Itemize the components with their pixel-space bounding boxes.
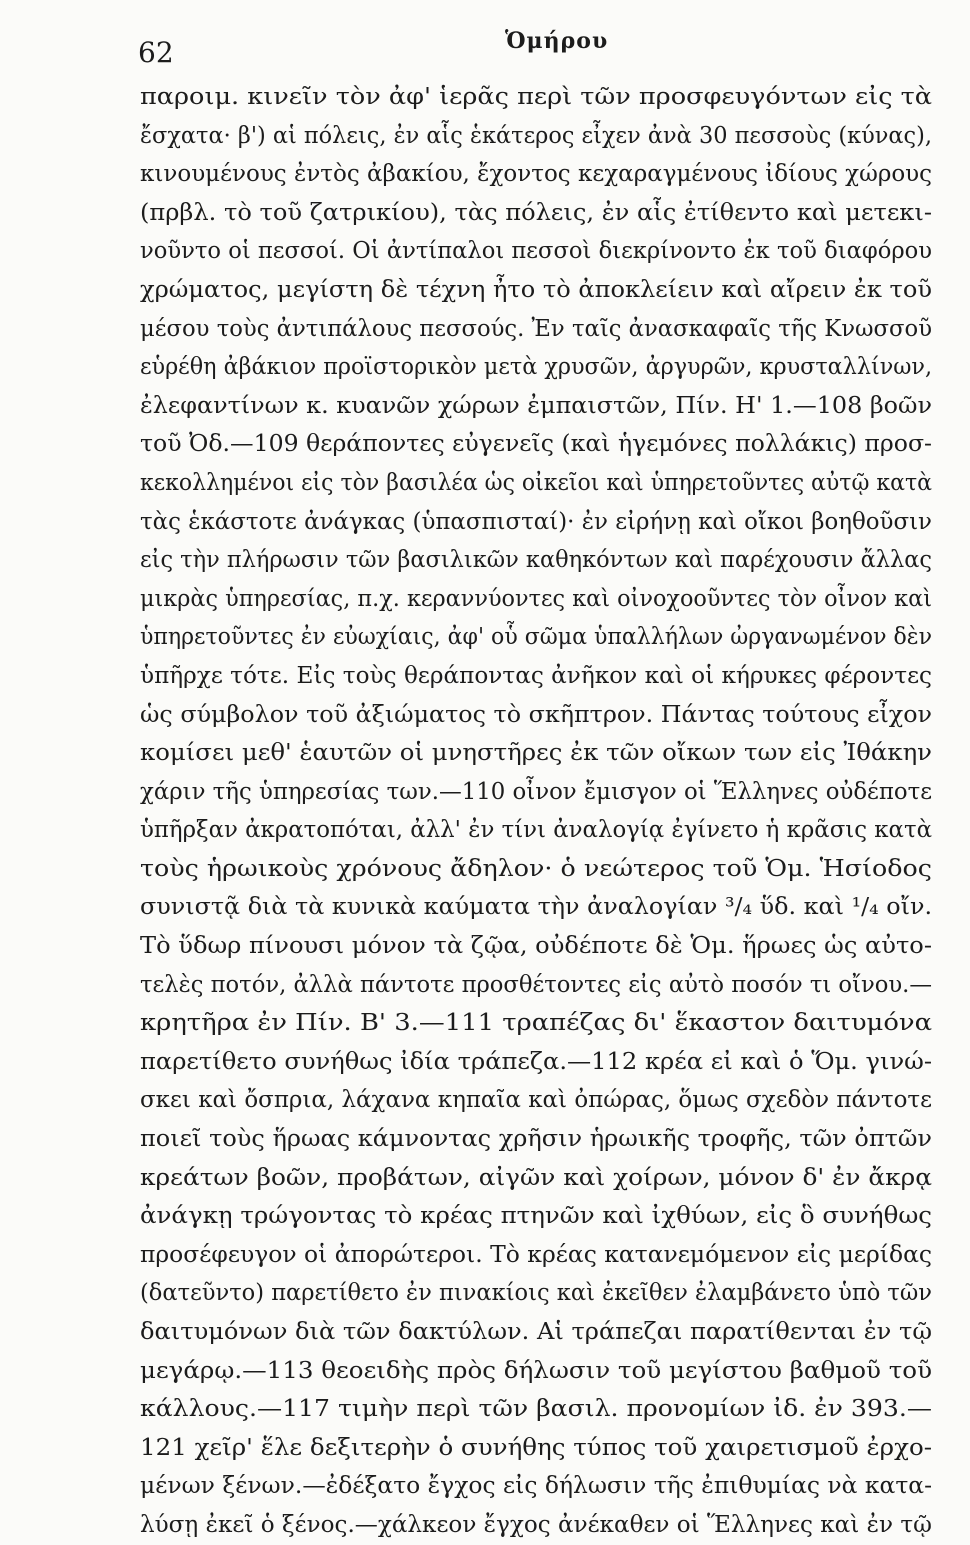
text-line-content: τοῦ Ὀδ.—109 θεράποντες εὐγενεῖς (καὶ ἡγεμόνες πολλάκις) προσ- <box>140 431 933 458</box>
text-line-content: χάριν τῆς ὑπηρεσίας των.—110 οἶνον ἔμισγον οἱ Ἕλληνες οὐδέποτε <box>140 778 933 805</box>
text-line <box>140 773 932 812</box>
text-line-content: τελὲς ποτόν, ἀλλὰ πάντοτε προσθέτοντες εἰς αὐτὸ ποσόν τι οἴνου.— <box>140 971 932 998</box>
text-line <box>140 1467 932 1506</box>
text-line <box>140 1429 932 1468</box>
text-line-content: σκει καὶ ὄσπρια, λάχανα κηπαῖα καὶ ὀπώρας, ὅμως σχεδὸν πάντοτε <box>140 1087 933 1114</box>
text-line-content: παρετίθετο συνήθως ἰδία τράπεζα.—112 κρέα εἰ καὶ ὁ Ὅμ. γινώ- <box>140 1048 933 1075</box>
text-line <box>140 927 932 966</box>
running-head: Ὁμήρου <box>505 28 609 54</box>
text-line <box>140 155 932 194</box>
text-line <box>140 1120 932 1159</box>
text-line <box>140 1081 932 1120</box>
text-line <box>140 503 932 542</box>
text-line <box>140 1313 932 1352</box>
text-line-content: μεγάρῳ.—113 θεοειδὴς πρὸς δήλωσιν τοῦ μεγίστου βαθμοῦ τοῦ <box>140 1357 932 1384</box>
text-line <box>140 387 932 426</box>
text-line-content: (πρβλ. τὸ τοῦ ζατρικίου), τὰς πόλεις, ἐν αἷς ἐτίθεντο καὶ μετεκι- <box>140 199 932 226</box>
text-line-content: χρώματος, μεγίστη δὲ τέχνη ἦτο τὸ ἀποκλείειν καὶ αἴρειν ἐκ τοῦ <box>140 276 933 303</box>
text-line-content: νοῦντο οἱ πεσσοί. Οἱ ἀντίπαλοι πεσσοὶ διεκρίνοντο ἐκ τοῦ διαφόρου <box>140 238 932 265</box>
text-line <box>140 618 932 657</box>
text-line-content: ὡς σύμβολον τοῦ ἀξιώματος τὸ σκῆπτρον. Πάντας τούτους εἶχον <box>140 701 933 728</box>
text-line-content: κρεάτων βοῶν, προβάτων, αἰγῶν καὶ χοίρων, μόνον δ' ἐν ἄκρᾳ <box>140 1164 932 1191</box>
text-line <box>140 1274 932 1313</box>
text-line-content: (δατεῦντο) παρετίθετο ἐν πινακίοις καὶ ἐκεῖθεν ἐλαμβάνετο ὑπὸ τῶν <box>140 1280 933 1307</box>
text-line <box>140 348 932 387</box>
text-line-content: ὑπῆρξαν ἀκρατοπόται, ἀλλ' ἐν τίνι ἀναλογίᾳ ἐγίνετο ἡ κρᾶσις κατὰ <box>140 817 933 844</box>
text-line-content: τοὺς ἡρωικοὺς χρόνους ἄδηλον· ὁ νεώτερος τοῦ Ὁμ. Ἡσίοδος <box>140 855 933 882</box>
text-line-content: μέσου τοὺς ἀντιπάλους πεσσούς. Ἐν ταῖς ἀνασκαφαῖς τῆς Κνωσσοῦ <box>140 315 933 342</box>
text-line <box>140 1004 932 1043</box>
text-line <box>140 1506 932 1545</box>
text-line <box>140 1352 932 1391</box>
text-line <box>140 850 932 889</box>
text-line <box>140 117 932 156</box>
text-line <box>140 1236 932 1275</box>
text-line <box>140 734 932 773</box>
text-line-content: τὰς ἑκάστοτε ἀνάγκας (ὑπασπισταί)· ἐν εἰρήνῃ καὶ οἴκοι βοηθοῦσιν <box>140 508 932 535</box>
text-line-content: ἀνάγκῃ τρώγοντας τὸ κρέας πτηνῶν καὶ ἰχθύων, εἰς ὃ συνήθως <box>140 1203 933 1230</box>
text-line <box>140 194 932 233</box>
text-line-content: ἐλεφαντίνων κ. κυανῶν χώρων ἐμπαιστῶν, Πίν. Η' 1.—108 βοῶν <box>140 392 932 419</box>
text-line <box>140 464 932 503</box>
text-line-content: κρητῆρα ἐν Πίν. Β' 3.—111 τραπέζας δι' ἕκαστον δαιτυμόνα <box>140 1010 933 1037</box>
text-line <box>140 425 932 464</box>
text-line-content: συνιστᾷ διὰ τὰ κυνικὰ καύματα τὴν ἀναλογίαν ³/₄ ὕδ. καὶ ¹/₄ οἴν. <box>140 894 933 921</box>
text-line <box>140 310 932 349</box>
text-line <box>140 966 932 1005</box>
text-line-content: κινουμένους ἐντὸς ἀβακίου, ἔχοντος κεχαραγμένους ἰδίους χώρους <box>140 161 933 188</box>
text-line <box>140 1043 932 1082</box>
text-line-content: μένων ξένων.—ἐδέξατο ἔγχος εἰς δήλωσιν τῆς ἐπιθυμίας νὰ κατα- <box>140 1473 933 1500</box>
text-line <box>140 232 932 271</box>
text-line-content: εἰς τὴν πλήρωσιν τῶν βασιλικῶν καθηκόντων καὶ παρέχουσιν ἄλλας <box>140 547 933 574</box>
text-line <box>140 541 932 580</box>
text-line <box>140 657 932 696</box>
text-line-content: κεκολλημένοι εἰς τὸν βασιλέα ὡς οἰκεῖοι καὶ ὑπηρετοῦντες αὐτῷ κατὰ <box>140 469 933 496</box>
text-line-content: μικρὰς ὑπηρεσίας, π.χ. κεραννύοντες καὶ οἰνοχοοῦντες τὸν οἶνον καὶ <box>140 585 933 612</box>
text-line <box>140 78 932 117</box>
text-line <box>140 580 932 619</box>
text-line <box>140 1159 932 1198</box>
commentary-body <box>140 78 932 1545</box>
text-line-content: 121 χεῖρ' ἕλε δεξιτερὴν ὁ συνήθης τύπος τοῦ χαιρετισμοῦ ἐρχο- <box>140 1434 932 1461</box>
text-line-content: κομίσει μεθ' ἑαυτῶν οἱ μνηστῆρες ἐκ τῶν οἴκων των εἰς Ἰθάκην <box>140 740 933 767</box>
text-line-content: παροιμ. κινεῖν τὸν ἀφ' ἱερᾶς περὶ τῶν προσφευγόντων εἰς τὰ <box>140 84 933 110</box>
text-line <box>140 888 932 927</box>
text-line <box>140 1197 932 1236</box>
text-line-content: δαιτυμόνων διὰ τῶν δακτύλων. Αἱ τράπεζαι παρατίθενται ἐν τῷ <box>140 1319 932 1345</box>
text-line-content: ἔσχατα· β') αἱ πόλεις, ἐν αἷς ἑκάτερος εἶχεν ἀνὰ 30 πεσσοὺς (κύνας), <box>140 122 932 149</box>
text-line <box>140 696 932 735</box>
text-line <box>140 1390 932 1429</box>
text-line-content: λύσῃ ἐκεῖ ὁ ξένος.—χάλκεον ἔγχος ἀνέκαθεν οἱ Ἕλληνες καὶ ἐν τῷ <box>140 1511 932 1538</box>
text-line-content: προσέφευγον οἱ ἀπορώτεροι. Τὸ κρέας κατανεμόμενον εἰς μερίδας <box>140 1241 933 1268</box>
text-line-content: Τὸ ὕδωρ πίνουσι μόνον τὰ ζῷα, οὐδέποτε δὲ Ὁμ. ἥρωες ὡς αὐτο- <box>140 933 932 960</box>
text-line-content: κάλλους.—117 τιμὴν περὶ τῶν βασιλ. προνομίων ἰδ. ἐν 393.— <box>140 1396 932 1423</box>
text-line <box>140 811 932 850</box>
text-line-content: ὑπῆρχε τότε. Εἰς τοὺς θεράποντας ἀνῆκον καὶ οἱ κήρυκες φέροντες <box>140 662 933 689</box>
text-line-content: ποιεῖ τοὺς ἥρωας κάμνοντας χρῆσιν ἡρωικῆς τροφῆς, τῶν ὀπτῶν <box>140 1126 933 1153</box>
text-line-content: ὑπηρετοῦντες ἐν εὐωχίαις, ἀφ' οὗ σῶμα ὑπαλλήλων ὠργανωμένον δὲν <box>140 624 932 651</box>
page-number: 62 <box>138 36 174 69</box>
text-line-content: εὑρέθη ἀβάκιον προϊστορικὸν μετὰ χρυσῶν, ἀργυρῶν, κρυσταλλίνων, <box>140 354 933 381</box>
text-line <box>140 271 932 310</box>
